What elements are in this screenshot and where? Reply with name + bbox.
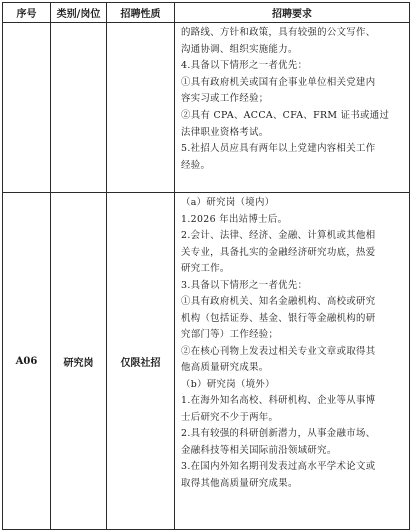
req-line: 5.社招人员应具有两年以上党建内容相关工作 — [181, 143, 376, 155]
header-seq: 序号 — [3, 3, 51, 23]
header-nature: 招聘性质 — [107, 3, 175, 23]
row2-nature: 仅限社招 — [107, 193, 175, 530]
row1-seq — [3, 23, 51, 193]
recruitment-table — [2, 2, 410, 530]
table-header-row — [3, 3, 410, 23]
header-requirements: 招聘要求 — [175, 3, 410, 23]
req-line: 1.在海外知名高校、科研机构、企业等从事博 — [181, 395, 376, 406]
table-row — [3, 23, 410, 193]
req-line: （a）研究岗（境内） — [181, 197, 275, 208]
req-line: 容实习或工作经验； — [181, 93, 269, 105]
req-line: 2.具有较强的科研创新潜力，从事金融市场、 — [181, 428, 376, 439]
req-line: 金融科技等相关国际前沿领域研究。 — [181, 444, 337, 456]
table-row — [3, 193, 410, 530]
req-line: （b）研究岗（境外） — [181, 378, 275, 390]
req-line: 他高质量研究成果。 — [181, 362, 269, 373]
row2-requirements — [175, 193, 410, 530]
req-line: 4.具备以下情形之一者优先： — [181, 60, 308, 72]
row2-category: 研究岗 — [51, 193, 107, 530]
req-line: ①具有政府机关或国有企事业单位相关党建内 — [181, 76, 376, 88]
req-line: 究部门等）工作经验； — [181, 329, 279, 340]
req-line: 法律职业资格考试。 — [181, 126, 269, 138]
row1-category — [51, 23, 107, 193]
req-line: ①具有政府机关、知名金融机构、高校或研究 — [181, 296, 376, 307]
header-category: 类别/岗位 — [51, 3, 107, 23]
req-line: 沟通协调、组织实施能力。 — [181, 43, 298, 55]
req-line: 1.2026 年出站博士后。 — [181, 213, 288, 225]
req-line: 关专业，具备扎实的金融经济研究功底，热爱 — [181, 246, 376, 258]
req-line: 2.会计、法律、经济、金融、计算机或其他相 — [181, 230, 376, 241]
row1-requirements — [175, 23, 410, 193]
req-line: 研究工作。 — [181, 263, 230, 274]
req-line: 机构（包括证券、基金、银行等金融机构的研 — [181, 312, 376, 324]
req-line: 的路线、方针和政策，具有较强的公文写作、 — [181, 27, 376, 38]
req-line: 士后研究不少于两年。 — [181, 411, 279, 423]
req-line: ②具有 CPA、ACCA、CFA、FRM 证书或通过 — [181, 109, 390, 121]
req-line: 取得其他高质量研究成果。 — [181, 477, 298, 489]
req-line: 3.具备以下情形之一者优先： — [181, 279, 308, 291]
row2-seq: A06 — [3, 193, 51, 530]
req-line: 3.在国内外知名期刊发表过高水平学术论文或 — [181, 461, 376, 472]
req-line: 经验。 — [181, 159, 211, 171]
row1-nature — [107, 23, 175, 193]
req-line: ②在核心刊物上发表过相关专业文章或取得其 — [181, 345, 376, 357]
